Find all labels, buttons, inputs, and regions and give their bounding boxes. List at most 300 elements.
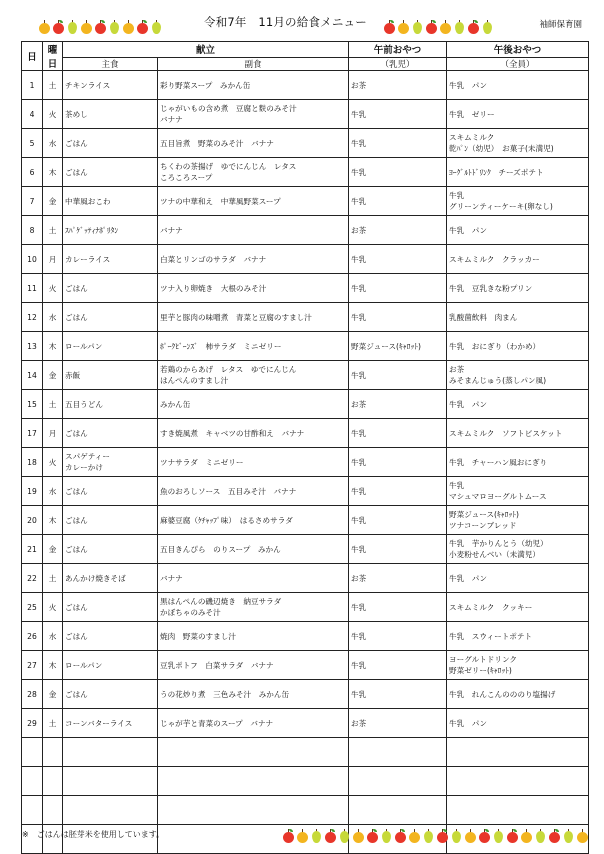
day-cell: [22, 129, 43, 158]
pm-snack-cell-text: 牛乳 スウィートポテト: [449, 631, 533, 641]
day-cell: [22, 477, 43, 506]
pm-snack-cell: [447, 680, 589, 709]
day-cell: [22, 680, 43, 709]
pm-snack-cell: [447, 593, 589, 622]
am-snack-cell: [349, 187, 447, 216]
pm-snack-cell: [447, 622, 589, 651]
day-cell: [22, 187, 43, 216]
weekday-cell-text: 月: [48, 428, 57, 438]
shushoku-cell: [63, 100, 158, 129]
weekday-cell: [43, 158, 63, 187]
day-cell-text: 14: [27, 370, 37, 380]
weekday-cell-text: 土: [48, 225, 57, 235]
weekday-cell-text: 水: [48, 138, 57, 148]
fukushoku-cell-text: うの花炒り煮 三色みそ汁 みかん缶: [160, 689, 290, 699]
pear-icon: [66, 20, 78, 34]
am-snack-cell: [349, 651, 447, 680]
am-snack-cell: [349, 448, 447, 477]
fukushoku-cell: [158, 274, 349, 303]
weekday-cell: [43, 419, 63, 448]
shushoku-cell: [63, 129, 158, 158]
apple-icon: [366, 829, 378, 843]
fukushoku-cell: [158, 361, 349, 390]
day-cell: [22, 593, 43, 622]
shushoku-cell-text: ごはん: [65, 689, 88, 699]
am-snack-cell: [349, 361, 447, 390]
fukushoku-cell-text: バナナ: [160, 225, 183, 235]
table-row: [22, 361, 589, 390]
am-snack-cell-text: 牛乳: [351, 312, 367, 322]
apple-icon: [324, 829, 336, 843]
am-snack-cell: [349, 535, 447, 564]
shushoku-cell: [63, 477, 158, 506]
apple-icon: [436, 829, 448, 843]
fukushoku-cell: [158, 245, 349, 274]
pm-snack-cell: [447, 419, 589, 448]
fukushoku-cell: [158, 680, 349, 709]
am-snack-cell-text: 牛乳: [351, 660, 367, 670]
shushoku-cell: [63, 332, 158, 361]
pm-snack-cell-text: 牛乳 おにぎり（わかめ）: [449, 341, 541, 351]
am-snack-cell: [349, 593, 447, 622]
shushoku-cell: [63, 564, 158, 593]
am-snack-cell: [349, 622, 447, 651]
blank-cell: [349, 738, 447, 767]
fukushoku-cell: [158, 303, 349, 332]
shushoku-cell: [63, 506, 158, 535]
day-cell-text: 17: [27, 428, 37, 438]
shushoku-cell-text: コーンバターライス: [65, 718, 133, 728]
blank-cell: [447, 738, 589, 767]
day-cell: [22, 390, 43, 419]
pm-snack-cell: [447, 332, 589, 361]
shushoku-cell: [63, 187, 158, 216]
fukushoku-cell-text: 五目旨煮 野菜のみそ汁 バナナ: [160, 138, 274, 148]
day-cell-text: 4: [29, 109, 35, 119]
weekday-cell: [43, 71, 63, 100]
header-kondate: 献立: [63, 42, 349, 58]
shushoku-cell: [63, 71, 158, 100]
apple-icon: [352, 829, 364, 843]
fukushoku-cell: [158, 216, 349, 245]
blank-cell: [158, 738, 349, 767]
pm-snack-cell-text: お茶 みそまんじゅう(蒸しパン風): [449, 365, 547, 385]
pm-snack-cell-text: 牛乳 ゼリー: [449, 109, 495, 119]
fukushoku-cell-text: じゃが芋と青菜のスープ バナナ: [160, 718, 274, 728]
am-snack-cell-text: 牛乳: [351, 515, 367, 525]
page-title: 令和7年 11月の給食メニュー: [204, 15, 367, 29]
weekday-cell: [43, 274, 63, 303]
fukushoku-cell: [158, 593, 349, 622]
fukushoku-cell-text: 里芋と豚肉の味噌煮 青菜と豆腐のすまし汁: [160, 312, 312, 322]
weekday-cell-text: 木: [48, 660, 57, 670]
apple-icon: [282, 829, 294, 843]
shushoku-cell-text: カレーライス: [65, 254, 111, 264]
blank-row: [22, 767, 589, 796]
pm-snack-cell-text: 牛乳 パン: [449, 80, 487, 90]
pear-icon: [108, 20, 120, 34]
day-cell-text: 19: [27, 486, 37, 496]
shushoku-cell: [63, 709, 158, 738]
weekday-cell-text: 火: [48, 602, 57, 612]
weekday-cell: [43, 564, 63, 593]
fukushoku-cell-text: ﾎﾟｰｸﾋﾞｰﾝｽﾞ 柿サラダ ミニゼリー: [160, 341, 282, 351]
table-row: [22, 448, 589, 477]
fukushoku-cell-text: すき焼風煮 キャベツの甘酢和え バナナ: [160, 428, 305, 438]
pm-snack-cell: [447, 361, 589, 390]
blank-cell: [158, 796, 349, 825]
fruit-decoration-right: [383, 20, 493, 34]
am-snack-cell: [349, 477, 447, 506]
weekday-cell: [43, 680, 63, 709]
pm-snack-cell: [447, 274, 589, 303]
apple-icon: [136, 20, 148, 34]
am-snack-cell-text: お茶: [351, 573, 367, 583]
fukushoku-cell: [158, 100, 349, 129]
fukushoku-cell: [158, 158, 349, 187]
pm-snack-cell-text: スキムミルク ソフトビスケット: [449, 428, 563, 438]
weekday-cell-text: 土: [48, 80, 57, 90]
fukushoku-cell: [158, 187, 349, 216]
pear-icon: [450, 829, 462, 843]
am-snack-cell: [349, 680, 447, 709]
am-snack-cell-text: 牛乳: [351, 254, 367, 264]
weekday-cell-text: 水: [48, 631, 57, 641]
day-cell: [22, 303, 43, 332]
fukushoku-cell-text: 麻婆豆腐（ｹﾁｬｯﾌﾟ味） はるさめサラダ: [160, 515, 293, 525]
pear-icon: [150, 20, 162, 34]
pm-snack-cell: [447, 71, 589, 100]
am-snack-cell-text: 牛乳: [351, 109, 367, 119]
am-snack-cell-text: 牛乳: [351, 138, 367, 148]
apple-icon: [548, 829, 560, 843]
shushoku-cell-text: 茶めし: [65, 109, 88, 119]
day-cell: [22, 274, 43, 303]
pm-snack-cell: [447, 187, 589, 216]
table-row: [22, 129, 589, 158]
header-day: 日: [22, 42, 43, 71]
fukushoku-cell-text: バナナ: [160, 573, 183, 583]
am-snack-cell-text: お茶: [351, 225, 367, 235]
apple-icon: [122, 20, 134, 34]
shushoku-cell-text: 中華風おこわ: [65, 196, 111, 206]
apple-icon: [576, 829, 588, 843]
pm-snack-cell: [447, 245, 589, 274]
shushoku-cell: [63, 448, 158, 477]
pm-snack-cell: [447, 477, 589, 506]
shushoku-cell: [63, 245, 158, 274]
apple-icon: [408, 829, 420, 843]
table-row: [22, 593, 589, 622]
blank-cell: [447, 796, 589, 825]
weekday-cell-text: 金: [48, 196, 57, 206]
shushoku-cell: [63, 535, 158, 564]
pm-snack-cell-text: スキムミルク クラッカー: [449, 254, 540, 264]
day-cell: [22, 245, 43, 274]
day-cell: [22, 651, 43, 680]
weekday-cell-text: 金: [48, 370, 57, 380]
am-snack-cell: [349, 71, 447, 100]
fukushoku-cell: [158, 332, 349, 361]
fukushoku-cell: [158, 622, 349, 651]
fukushoku-cell-text: ツナの中華和え 中華風野菜スープ: [160, 196, 281, 206]
blank-cell: [43, 738, 63, 767]
weekday-cell-text: 木: [48, 341, 57, 351]
shushoku-cell: [63, 274, 158, 303]
weekday-cell: [43, 216, 63, 245]
weekday-cell-text: 火: [48, 283, 57, 293]
weekday-cell: [43, 535, 63, 564]
table-row: [22, 332, 589, 361]
fukushoku-cell: [158, 651, 349, 680]
am-snack-cell-text: お茶: [351, 80, 367, 90]
pear-icon: [481, 20, 493, 34]
day-cell-text: 21: [27, 544, 37, 554]
menu-body: [22, 71, 589, 854]
weekday-cell: [43, 506, 63, 535]
apple-icon: [52, 20, 64, 34]
am-snack-cell: [349, 709, 447, 738]
apple-icon: [425, 20, 437, 34]
table-row: [22, 651, 589, 680]
fruit-decoration-bottom: [282, 829, 588, 843]
fruit-decoration-left: [38, 20, 162, 34]
am-snack-cell-text: 牛乳: [351, 631, 367, 641]
header-am-snack-sub: （乳児）: [349, 57, 447, 70]
pm-snack-cell: [447, 158, 589, 187]
pm-snack-cell: [447, 535, 589, 564]
apple-icon: [467, 20, 479, 34]
pear-icon: [492, 829, 504, 843]
day-cell-text: 12: [27, 312, 37, 322]
pm-snack-cell-text: 牛乳 れんこんのののり塩揚げ: [449, 689, 556, 699]
day-cell-text: 7: [29, 196, 35, 206]
am-snack-cell-text: 野菜ジュース(ｷｬﾛｯﾄ): [351, 341, 421, 351]
am-snack-cell-text: 牛乳: [351, 283, 367, 293]
weekday-cell: [43, 303, 63, 332]
weekday-cell: [43, 651, 63, 680]
apple-icon: [296, 829, 308, 843]
table-row: [22, 622, 589, 651]
table-row: [22, 100, 589, 129]
day-cell-text: 8: [29, 225, 35, 235]
apple-icon: [38, 20, 50, 34]
fukushoku-cell-text: ちくわの茶揚げ ゆでにんじん レタス ころころスープ: [160, 162, 297, 182]
table-row: [22, 187, 589, 216]
weekday-cell: [43, 187, 63, 216]
blank-cell: [22, 767, 43, 796]
day-cell-text: 11: [27, 283, 37, 293]
weekday-cell-text: 木: [48, 515, 57, 525]
weekday-cell-text: 金: [48, 689, 57, 699]
weekday-cell: [43, 448, 63, 477]
header-fukushoku: 副食: [158, 57, 349, 70]
shushoku-cell-text: ごはん: [65, 602, 88, 612]
pm-snack-cell: [447, 390, 589, 419]
blank-cell: [43, 796, 63, 825]
table-row: [22, 680, 589, 709]
pm-snack-cell-text: ﾖｰｸﾞﾙﾄﾄﾞﾘﾝｸ チーズポテト: [449, 167, 544, 177]
pm-snack-cell-text: ヨーグルトドリンク 野菜ゼリー(ｷｬﾛｯﾄ): [449, 655, 517, 675]
pm-snack-cell-text: スキムミルク 乾ﾊﾟﾝ（幼児） お菓子(未満児): [449, 133, 554, 153]
table-row: [22, 303, 589, 332]
weekday-cell: [43, 129, 63, 158]
weekday-cell: [43, 593, 63, 622]
day-cell-text: 18: [27, 457, 37, 467]
pm-snack-cell: [447, 303, 589, 332]
day-cell: [22, 216, 43, 245]
shushoku-cell: [63, 303, 158, 332]
pm-snack-cell: [447, 448, 589, 477]
table-row: [22, 216, 589, 245]
blank-cell: [158, 767, 349, 796]
apple-icon: [439, 20, 451, 34]
day-cell-text: 20: [27, 515, 37, 525]
header-shushoku: 主食: [63, 57, 158, 70]
weekday-cell-text: 土: [48, 573, 57, 583]
fukushoku-cell-text: 彩り野菜スープ みかん缶: [160, 80, 251, 90]
weekday-cell-text: 火: [48, 109, 57, 119]
table-row: [22, 245, 589, 274]
weekday-cell: [43, 709, 63, 738]
weekday-cell-text: 月: [48, 254, 57, 264]
table-row: [22, 390, 589, 419]
am-snack-cell: [349, 303, 447, 332]
pm-snack-cell: [447, 216, 589, 245]
pm-snack-cell-text: 牛乳 チャーハン風おにぎり: [449, 457, 548, 467]
shushoku-cell-text: スパゲティー カレーかけ: [65, 452, 110, 472]
apple-icon: [464, 829, 476, 843]
am-snack-cell: [349, 158, 447, 187]
am-snack-cell-text: 牛乳: [351, 428, 367, 438]
pm-snack-cell-text: スキムミルク クッキー: [449, 602, 533, 612]
am-snack-cell-text: 牛乳: [351, 602, 367, 612]
blank-cell: [63, 796, 158, 825]
shushoku-cell-text: 赤飯: [65, 370, 81, 380]
shushoku-cell-text: ごはん: [65, 631, 88, 641]
day-cell-text: 28: [27, 689, 37, 699]
apple-icon: [520, 829, 532, 843]
day-cell-text: 15: [27, 399, 37, 409]
header-pm-snack-sub: （全員）: [447, 57, 589, 70]
am-snack-cell-text: お茶: [351, 399, 367, 409]
table-row: [22, 564, 589, 593]
fukushoku-cell: [158, 448, 349, 477]
pm-snack-cell-text: 乳酸菌飲料 肉まん: [449, 312, 518, 322]
day-cell: [22, 419, 43, 448]
footer-note: ※ ごはんは胚芽米を使用しています。: [22, 830, 165, 839]
pear-icon: [310, 829, 322, 843]
day-cell-text: 13: [27, 341, 37, 351]
shushoku-cell: [63, 390, 158, 419]
table-row: [22, 477, 589, 506]
table-row: [22, 158, 589, 187]
fukushoku-cell-text: 若鶏のからあげ レタス ゆでにんじん はんぺんのすまし汁: [160, 365, 297, 385]
pear-icon: [338, 829, 350, 843]
weekday-cell: [43, 390, 63, 419]
apple-icon: [394, 829, 406, 843]
blank-cell: [22, 796, 43, 825]
day-cell: [22, 100, 43, 129]
am-snack-cell: [349, 390, 447, 419]
am-snack-cell: [349, 216, 447, 245]
am-snack-cell: [349, 245, 447, 274]
shushoku-cell-text: ごはん: [65, 515, 88, 525]
pm-snack-cell-text: 牛乳 芋かりんとう（幼児） 小麦粉せんべい（未満児）: [449, 539, 548, 559]
shushoku-cell-text: ロールパン: [65, 660, 103, 670]
table-row: [22, 506, 589, 535]
shushoku-cell-text: ｽﾊﾟｹﾞｯﾃｨﾅﾎﾟﾘﾀﾝ: [65, 225, 119, 235]
weekday-cell-text: 水: [48, 312, 57, 322]
apple-icon: [80, 20, 92, 34]
day-cell: [22, 564, 43, 593]
shushoku-cell-text: ごはん: [65, 283, 88, 293]
apple-icon: [94, 20, 106, 34]
shushoku-cell-text: ごはん: [65, 167, 88, 177]
weekday-cell: [43, 100, 63, 129]
blank-cell: [63, 738, 158, 767]
am-snack-cell-text: 牛乳: [351, 689, 367, 699]
shushoku-cell: [63, 361, 158, 390]
table-row: [22, 419, 589, 448]
weekday-cell: [43, 622, 63, 651]
menu-table: [21, 41, 589, 854]
fukushoku-cell: [158, 564, 349, 593]
shushoku-cell: [63, 651, 158, 680]
am-snack-cell: [349, 100, 447, 129]
table-row: [22, 709, 589, 738]
am-snack-cell-text: 牛乳: [351, 196, 367, 206]
day-cell: [22, 535, 43, 564]
day-cell-text: 5: [29, 138, 35, 148]
day-cell-text: 10: [27, 254, 37, 264]
pear-icon: [534, 829, 546, 843]
header-pm-snack: 午後おやつ: [447, 42, 589, 58]
pm-snack-cell: [447, 129, 589, 158]
apple-icon: [478, 829, 490, 843]
shushoku-cell-text: ごはん: [65, 428, 88, 438]
weekday-cell-text: 水: [48, 486, 57, 496]
fukushoku-cell-text: ツナサラダ ミニゼリー: [160, 457, 244, 467]
pm-snack-cell-text: 野菜ジュース(ｷｬﾛｯﾄ) ツナコーンブレッド: [449, 510, 519, 530]
weekday-cell-text: 木: [48, 167, 57, 177]
fukushoku-cell-text: 豆乳ポトフ 白菜サラダ バナナ: [160, 660, 274, 670]
day-cell-text: 27: [27, 660, 37, 670]
weekday-cell: [43, 477, 63, 506]
shushoku-cell: [63, 622, 158, 651]
shushoku-cell-text: ごはん: [65, 544, 88, 554]
am-snack-cell-text: 牛乳: [351, 457, 367, 467]
day-cell: [22, 71, 43, 100]
blank-cell: [63, 767, 158, 796]
blank-cell: [349, 767, 447, 796]
shushoku-cell-text: ごはん: [65, 312, 88, 322]
am-snack-cell: [349, 129, 447, 158]
am-snack-cell: [349, 506, 447, 535]
weekday-cell-text: 土: [48, 718, 57, 728]
fukushoku-cell: [158, 535, 349, 564]
apple-icon: [383, 20, 395, 34]
day-cell-text: 26: [27, 631, 37, 641]
shushoku-cell-text: ごはん: [65, 486, 88, 496]
shushoku-cell: [63, 158, 158, 187]
day-cell-text: 1: [29, 80, 35, 90]
pear-icon: [562, 829, 574, 843]
shushoku-cell-text: チキンライス: [65, 80, 111, 90]
fukushoku-cell-text: 焼肉 野菜のすまし汁: [160, 631, 236, 641]
pm-snack-cell: [447, 506, 589, 535]
fukushoku-cell: [158, 477, 349, 506]
